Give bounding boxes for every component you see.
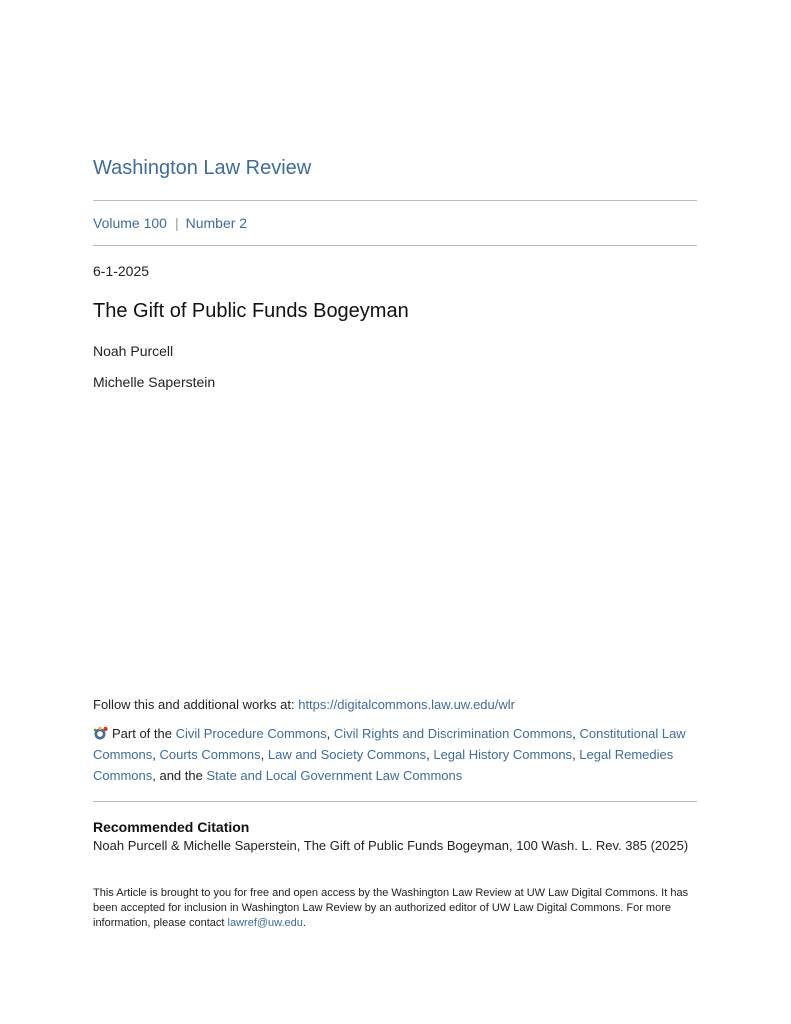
commons-separator: , xyxy=(152,747,160,762)
commons-separator: , xyxy=(260,747,268,762)
commons-link-legal-remedies[interactable]: Legal Remedies Commons xyxy=(93,747,674,783)
follow-works-line xyxy=(93,697,515,712)
commons-link-courts[interactable]: Courts Commons xyxy=(159,747,261,762)
number-link[interactable]: Number 2 xyxy=(185,215,248,231)
commons-link-civil-procedure[interactable]: Civil Procedure Commons xyxy=(175,726,327,741)
recommended-citation-text: Noah Purcell & Michelle Saperstein, The Gift of Public Funds Bogeyman, 100 Wash. L. Rev. 385 (2025) xyxy=(93,838,689,853)
volume-issue-row xyxy=(93,215,247,231)
commons-separator: , xyxy=(326,726,334,741)
commons-separator: , xyxy=(572,726,580,741)
follow-label: Follow this and additional works at: xyxy=(93,697,299,712)
access-notice xyxy=(93,886,703,931)
part-of-commons xyxy=(93,723,699,786)
contact-email-link[interactable]: lawref@uw.edu xyxy=(227,917,303,929)
commons-link-state-local-government[interactable]: State and Local Government Law Commons xyxy=(206,768,463,783)
access-notice-end: . xyxy=(302,917,306,929)
repository-url-link[interactable]: https://digitalcommons.law.uw.edu/wlr xyxy=(298,697,515,712)
commons-link-legal-history[interactable]: Legal History Commons xyxy=(433,747,573,762)
access-notice-text: This Article is brought to you for free and open access by the Washington Law Review at UW Law Digital Commons. It has been accepted for inclusion in Washington Law Review by an authorized editor of UW Law Digital Commons. For more information, please contact xyxy=(93,887,689,929)
divider-middle xyxy=(93,245,697,246)
publication-date: 6-1-2025 xyxy=(93,263,150,279)
commons-link-constitutional-law[interactable]: Constitutional Law Commons xyxy=(93,726,686,762)
commons-link-civil-rights[interactable]: Civil Rights and Discrimination Commons xyxy=(333,726,573,741)
commons-separator: , xyxy=(572,747,580,762)
volume-separator: | xyxy=(174,215,179,231)
part-of-label: Part of the xyxy=(112,726,176,741)
article-title: The Gift of Public Funds Bogeyman xyxy=(93,300,409,322)
commons-link-law-and-society[interactable]: Law and Society Commons xyxy=(267,747,427,762)
author-2: Michelle Saperstein xyxy=(93,374,216,390)
divider-bottom xyxy=(93,801,697,802)
commons-and-the: , and the xyxy=(152,768,207,783)
commons-separator: , xyxy=(426,747,434,762)
journal-title[interactable]: Washington Law Review xyxy=(93,157,312,179)
divider-top xyxy=(93,200,697,201)
author-1: Noah Purcell xyxy=(93,343,174,359)
recommended-citation-heading: Recommended Citation xyxy=(93,819,250,835)
volume-link[interactable]: Volume 100 xyxy=(93,215,167,231)
network-icon xyxy=(93,725,109,739)
